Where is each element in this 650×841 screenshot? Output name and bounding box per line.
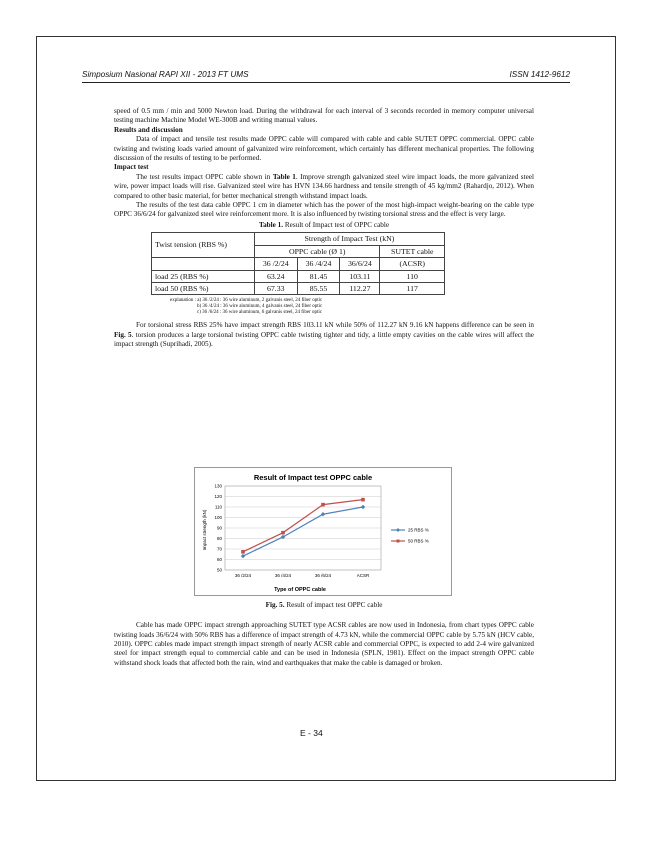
table-cell: 63.24 [254, 270, 297, 282]
impact-chart [194, 467, 452, 596]
results-heading: Results and discussion [114, 125, 183, 134]
chart-xlabel: Type of OPPC cable [274, 587, 326, 593]
data-point [241, 550, 245, 554]
sub-col: 36 /4/24 [297, 258, 340, 270]
data-point [321, 503, 325, 507]
explanation-line: explanation : a) 36 /2/24 : 36 wire aluminum, 2 galvanis steel, 24 fiber optic [170, 298, 323, 304]
table-explanation [170, 298, 534, 315]
page-body [114, 107, 534, 349]
y-tick-label: 90 [216, 525, 222, 531]
x-tick-label: 36 /4/24 [274, 573, 292, 578]
impact-p1-rest: . Improve strength galvanized steel wire impact loads, the more galvanized steel wire, power impact loads will rise. Galvanized steel wire has HVN 134.66 hardness and tensile strength of 45 kg/mm2 (Rahardjo, 2012). When compared to other basic material, for better mechanical strength withstand impact loads. [114, 172, 534, 200]
results-paragraph: Data of impact and tensile test results made OPPC cable will compared with cable and cable SUTET OPPC commercial. OPPC cable twisting and twisting loads varied amount of galvanized wire reinforcement, which certainly has different mechanical properties. The following discussion of the results of testing to be performed. [114, 135, 534, 163]
legend-marker [397, 540, 400, 543]
sub-col: 36 /2/24 [254, 258, 297, 270]
table-caption [114, 221, 534, 230]
table-cell: 67.33 [254, 282, 297, 294]
header-conference: Simposium Nasional RAPI XII - 2013 FT UMS [82, 70, 249, 79]
data-point [361, 498, 365, 502]
final-paragraph: Cable has made OPPC impact strength approaching SUTET type ACSR cables are now used in Indonesia, from chart types OPPC cable twisting loads 36/6/24 with 50% RBS has a difference of impact strength of 4.73 kN, while the commercial OPPC cable by 5.75 kN (HCV cable, 2010). OPPC cables made impact strength impact strength of nearly ACSR cable and commercial OPPC, is expected to add 2-4 wire galvanized steel for impact strength equal to commercial cable and can be used in Indonesia (SPLN, 1981). Effect on the impact strength OPPC cable withstand shock loads that affected both the rain, wind and earthquakes that make the cable is damaged or broken. [114, 621, 534, 667]
y-tick-label: 80 [216, 536, 222, 542]
chart-svg [195, 468, 451, 595]
x-tick-label: 36 /2/24 [234, 573, 252, 578]
table-row [152, 270, 445, 282]
row-label: load 25 (RBS %) [152, 270, 255, 282]
impact-p1-text: The test results impact OPPC cable shown in [136, 172, 273, 181]
table-cell: 117 [380, 282, 445, 294]
figure-label: Fig. 5. [265, 601, 285, 609]
table-cell: 112.27 [340, 282, 380, 294]
running-header [82, 68, 570, 83]
table-subheader-row-2 [152, 258, 445, 270]
data-point [281, 531, 285, 535]
explanation-line: c) 36 /6/24 : 36 wire aluminum, 6 galvanis steel, 24 fiber optic [197, 309, 322, 315]
legend-marker [396, 528, 400, 532]
impact-heading: Impact test [114, 163, 149, 172]
table-cell: 110 [380, 270, 445, 282]
y-tick-label: 100 [214, 515, 222, 521]
final-section [114, 614, 534, 675]
legend-label: 25 RBS % [408, 527, 429, 533]
table-header-row [152, 233, 445, 245]
table-ref: Table 1 [272, 172, 296, 181]
sub-col: (ACSR) [380, 258, 445, 270]
sub-col: 36/6/24 [340, 258, 380, 270]
y-tick-label: 120 [214, 494, 222, 500]
blank-cell [152, 258, 255, 270]
y-tick-label: 50 [216, 567, 222, 573]
table-caption-text: Result of Impact test of OPPC cable [283, 220, 390, 229]
chart-title: Result of Impact test OPPC cable [253, 473, 373, 482]
intro-paragraph: speed of 0.5 mm / min and 5000 Newton load. During the withdrawal for each interval of 3 seconds recorded in memory computer universal testing machine Machine Model WE-300B and writing manual values. [114, 107, 534, 125]
torsional-text: For torsional stress RBS 25% have impact strength RBS 103.11 kN while 50% of 112.27 kN 9.16 kN happens difference can be seen in [136, 321, 534, 330]
torsional-rest: . torsion produces a large torsional twisting OPPC cable twisting tighter and tidy, a little empty cavities on the cable wires will affect the impact strength (Suprihadi, 2005). [114, 330, 534, 348]
y-tick-label: 70 [216, 546, 222, 552]
table-cell: 85.55 [297, 282, 340, 294]
legend-label: 50 RBS % [408, 538, 429, 544]
explanation-line: b) 36 /4/24 : 36 wire aluminum, 4 galvanis steel, 24 fiber optic [197, 303, 323, 309]
table-cell: 81.45 [297, 270, 340, 282]
table-row [152, 282, 445, 294]
table-caption-label: Table 1. [258, 220, 284, 229]
table-cell: 103.11 [340, 270, 380, 282]
x-tick-label: ACSR [356, 573, 370, 578]
y-tick-label: 110 [214, 504, 222, 510]
impact-paragraph-1 [114, 173, 534, 201]
y-tick-label: 130 [214, 483, 222, 489]
impact-paragraph-2: The results of the test data cable OPPC 1 cm in diameter which has the power of the most high-impact weight-bearing on the cable type OPPC 36/6/24 for galvanized steel wire reinforcement more. It is also influenced by twisting torsional stress and the effect is very large. [114, 201, 534, 219]
figure-ref: Fig. 5 [114, 330, 132, 339]
header-oppc: OPPC cable (Ø 1) [254, 245, 380, 257]
header-sutet: SUTET cable [380, 245, 445, 257]
header-issn: ISSN 1412-9612 [509, 70, 570, 79]
impact-table [151, 232, 445, 295]
chart-ylabel: Impact strength (kN) [202, 509, 207, 551]
page-number: E - 34 [300, 728, 323, 738]
x-tick-label: 36 /6/24 [314, 573, 332, 578]
y-tick-label: 60 [216, 557, 222, 563]
row-label: load 50 (RBS %) [152, 282, 255, 294]
figure-caption [114, 601, 534, 609]
header-strength: Strength of Impact Test (kN) [254, 233, 444, 245]
figure-caption-text: Result of impact test OPPC cable [284, 601, 383, 609]
torsional-paragraph [114, 321, 534, 349]
header-twist: Twist tension (RBS %) [152, 233, 255, 258]
